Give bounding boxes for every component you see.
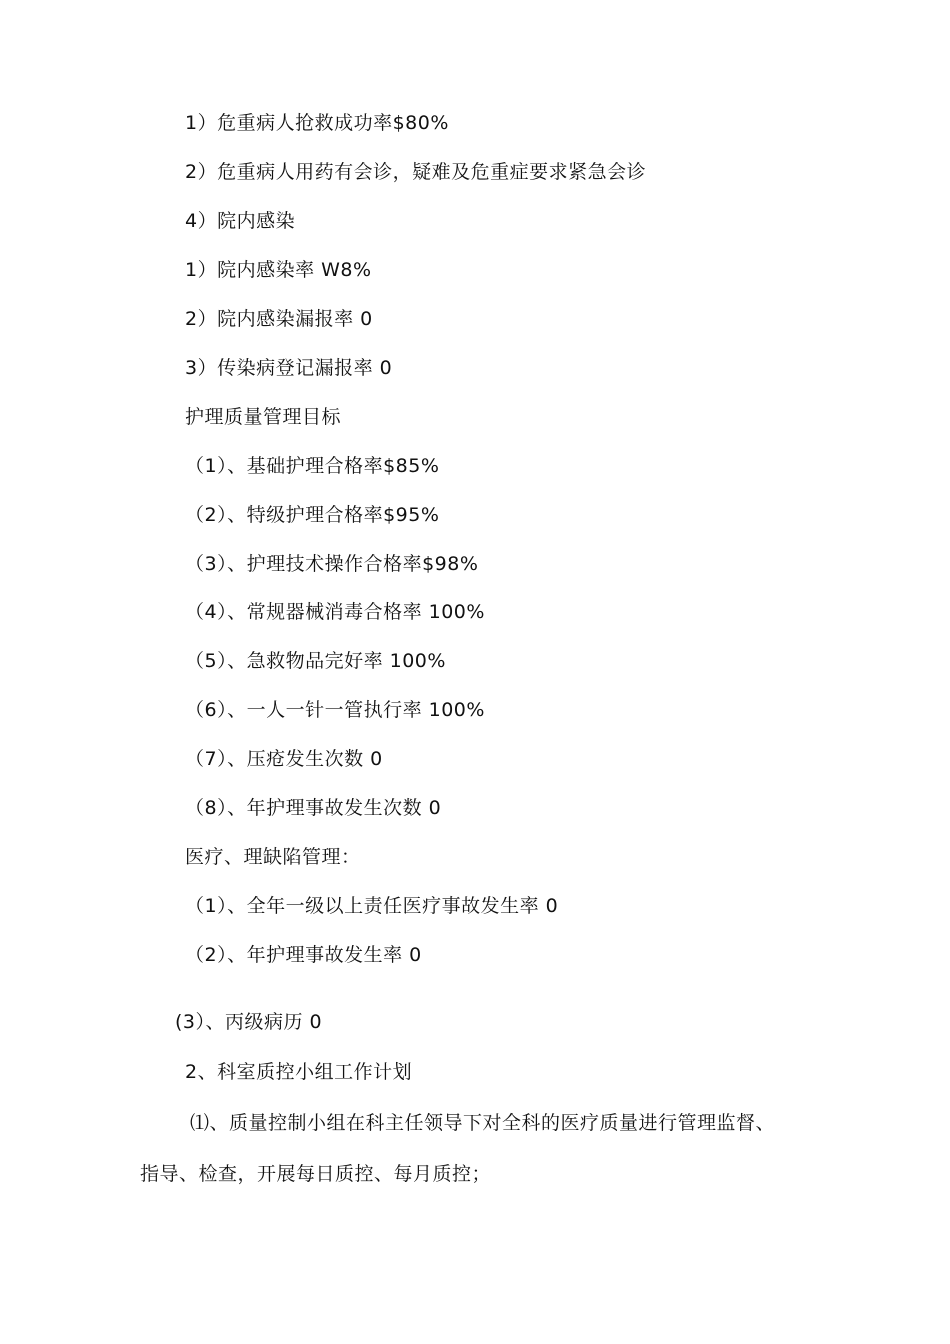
section-heading: 护理质量管理目标 bbox=[185, 406, 342, 428]
text-line: 2）危重病人用药有会诊，疑难及危重症要求紧急会诊 bbox=[185, 161, 647, 183]
text-line: （2）、年护理事故发生率 0 bbox=[185, 944, 422, 966]
section-heading: 2、科室质控小组工作计划 bbox=[185, 1061, 413, 1083]
text-line: 3）传染病登记漏报率 0 bbox=[185, 357, 393, 379]
text-line: （3）、护理技术操作合格率$98% bbox=[185, 553, 479, 575]
text-line: 2）院内感染漏报率 0 bbox=[185, 308, 373, 330]
text-line: (3）、丙级病历 0 bbox=[175, 1011, 323, 1033]
section-heading: 4）院内感染 bbox=[185, 210, 296, 232]
text-line: 1）危重病人抢救成功率$80% bbox=[185, 112, 449, 134]
paragraph-line: 指导、检查，开展每日质控、每月质控； bbox=[140, 1163, 492, 1185]
section-heading: 医疗、理缺陷管理： bbox=[185, 846, 361, 868]
text-line: （2）、特级护理合格率$95% bbox=[185, 504, 440, 526]
text-line: （5）、急救物品完好率 100% bbox=[185, 650, 446, 672]
paragraph-line: ⑴、质量控制小组在科主任领导下对全科的医疗质量进行管理监督、 bbox=[190, 1112, 776, 1134]
text-line: （6）、一人一针一管执行率 100% bbox=[185, 699, 485, 721]
text-line: 1）院内感染率 W8% bbox=[185, 259, 372, 281]
text-line: （4）、常规器械消毒合格率 100% bbox=[185, 601, 485, 623]
text-line: （1）、基础护理合格率$85% bbox=[185, 455, 440, 477]
text-line: （7）、压疮发生次数 0 bbox=[185, 748, 383, 770]
text-line: （1）、全年一级以上责任医疗事故发生率 0 bbox=[185, 895, 559, 917]
text-line: （8）、年护理事故发生次数 0 bbox=[185, 797, 442, 819]
